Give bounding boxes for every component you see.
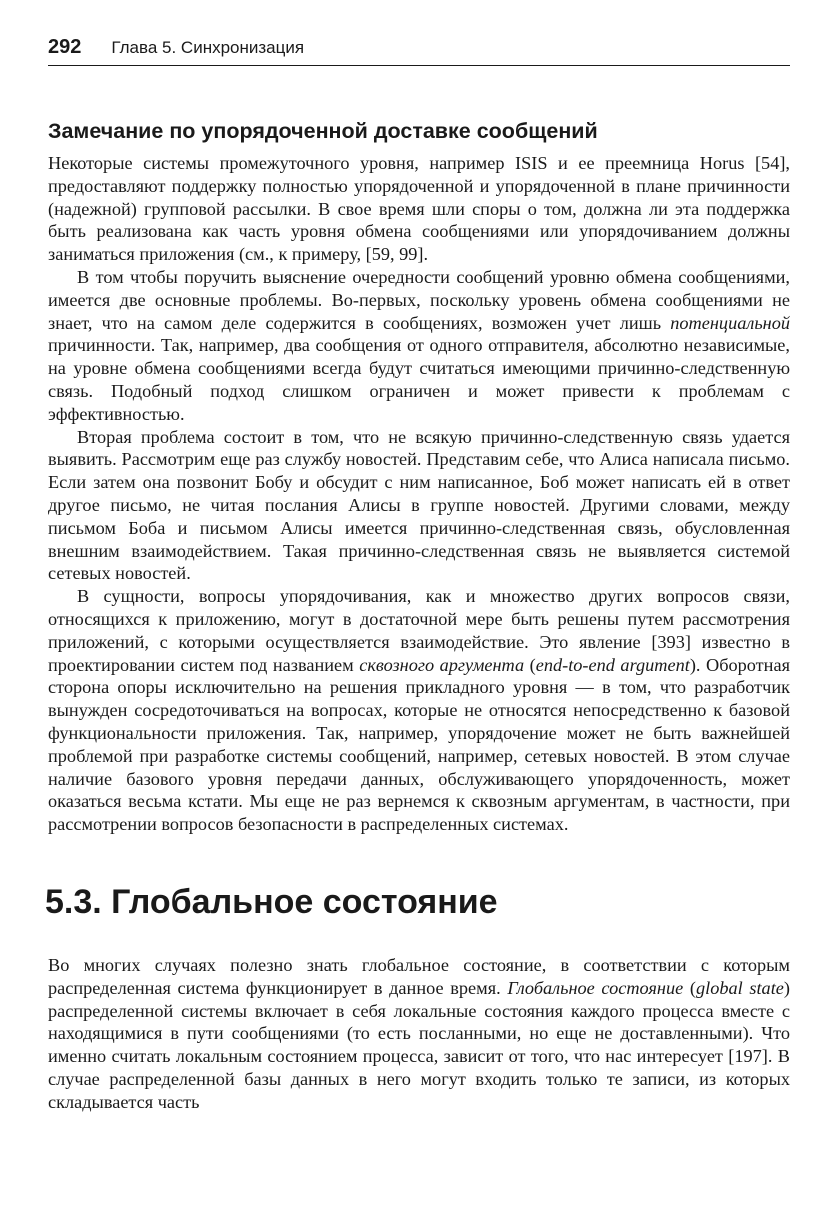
- note-paragraph-2: [48, 266, 790, 426]
- emphasis-term-english: global state: [696, 977, 784, 998]
- page-number: 292: [48, 36, 82, 58]
- text-run: ) распределенной системы включает в себя локальные состояния каждого процесса вместе с находящимися в пути сообщениями (то есть посланными, но еще не доставленными). Что именно считать локальным состоянием процесса, зависит от того, что нас интересует [197]. В случае распределенной базы данных в него могут входить только те записи, из которых складывается часть: [48, 977, 790, 1112]
- note-heading: Замечание по упорядоченной доставке сообщений: [48, 119, 598, 143]
- text-run: ). Оборотная сторона опоры исключительно на решения прикладного уровня — в том, что разработчик вынужден сосредоточиваться на вопросах, которые не относятся непосредственно к базовой функциональности приложения. Так, например, упорядочение может не быть важнейшей проблемой при разработке системы сообщений, например, сетевых новостей. В этом случае наличие базового уровня передачи данных, обслуживающего упорядоченность, может оказаться весьма кстати. Мы еще не раз вернемся к сквозным аргументам, в частности, при рассмотрении вопросов безопасности в распределенных системах.: [48, 654, 790, 835]
- emphasis-term: Глобальное состояние: [507, 977, 684, 998]
- emphasis-term: сквозного аргумента: [359, 654, 525, 675]
- text-run: В сущности, вопросы упорядочивания, как и множество других вопросов связи, относящихся к приложению, могут в достаточной мере быть решены путем рассмотрения приложений, с которыми осуществляется взаимодействие. Это явление [393] известно в проектировании систем под названием: [48, 586, 790, 675]
- text-run: В том чтобы поручить выяснение очередности сообщений уровню обмена сообщениями, имеется две основные проблемы. Во-первых, поскольку уровень обмена сообщениями не знает, что на самом деле содержится в сообщениях, возможен учет лишь: [48, 266, 790, 333]
- chapter-title: Глава 5. Синхронизация: [111, 38, 305, 57]
- text-run: Во многих случаях полезно знать глобальное состояние, в соответствии с которым распределенная система функционирует в данное время.: [48, 954, 790, 998]
- global-state-paragraph: [48, 954, 790, 1114]
- note-paragraph-1: Некоторые системы промежуточного уровня, например ISIS и ее преемница Horus [54], предоставляют поддержку полностью упорядоченной и упорядоченной в плане причинности (надежной) групповой рассылки. В свое время шли споры о том, должна ли эта поддержка быть реализована как часть уровня обмена сообщениями или упорядочиванием должны заниматься приложения (см., к примеру, [59, 99].: [48, 153, 790, 265]
- text-run: (: [524, 654, 536, 675]
- emphasis-term: потенциальной: [670, 312, 790, 333]
- text-run: (: [683, 977, 696, 998]
- book-page: [45, 36, 790, 1113]
- note-paragraph-3: Вторая проблема состоит в том, что не всякую причинно-следственную связь удается выявить. Рассмотрим еще раз службу новостей. Представим себе, что Алиса написала письмо. Если затем она позвонит Бобу и обсудит с ним написанное, Боб может написать ей в ответ другое письмо, не читая послания Алисы в группе новостей. Другими словами, между письмом Боба и письмом Алисы имеется причинно-следственная связь, обусловленная внешним взаимодействием. Такая причинно-следственная связь не выявляется системой сетевых новостей.: [48, 426, 790, 584]
- emphasis-term-english: end-to-end argument: [535, 654, 690, 675]
- running-head: [48, 36, 790, 66]
- note-paragraph-4: [48, 585, 790, 836]
- section-heading: 5.3. Глобальное состояние: [45, 882, 498, 921]
- text-run: причинности. Так, например, два сообщения от одного отправителя, абсолютно независимые, на уровне обмена сообщениями всегда будут считаться имеющими причинно-следственную связь. Подобный подход слишком ограничен и может привести к проблемам с эффективностью.: [48, 335, 790, 424]
